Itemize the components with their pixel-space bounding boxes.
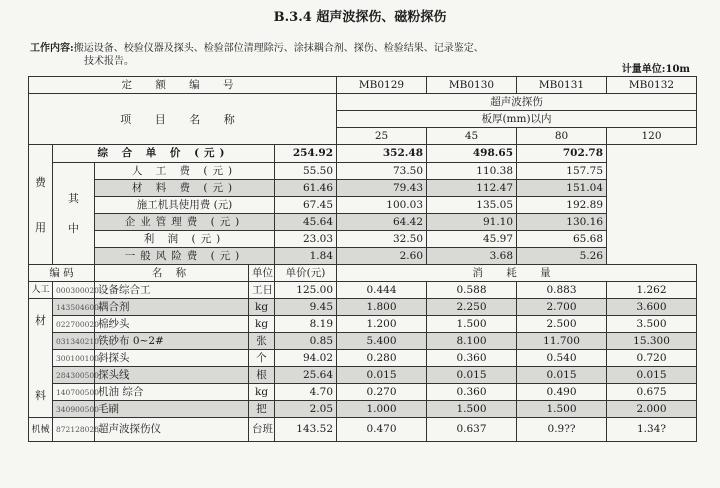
cost-item-value: 61.46 xyxy=(275,180,337,197)
material-name: 铁砂布 0~2# xyxy=(95,333,249,350)
quota-code: MB0130 xyxy=(427,77,517,94)
cost-item-value: 45.64 xyxy=(275,214,337,231)
labor-value: 1.262 xyxy=(607,282,697,299)
cost-sub-label: 其 中 xyxy=(53,163,95,265)
cost-item-value: 64.42 xyxy=(337,214,427,231)
material-name: 斜探头 xyxy=(95,350,249,367)
cost-item-value: 55.50 xyxy=(275,163,337,180)
material-unit: kg xyxy=(249,299,275,316)
material-value: 11.700 xyxy=(517,333,607,350)
material-value: 0.270 xyxy=(337,384,427,401)
unit-header: 单位 xyxy=(249,265,275,282)
material-row xyxy=(29,316,697,333)
total-price-value: 702.78 xyxy=(517,145,607,163)
material-value: 0.540 xyxy=(517,350,607,367)
labor-value: 0.588 xyxy=(427,282,517,299)
material-code: 300100100 xyxy=(53,350,95,367)
cost-item-value: 65.68 xyxy=(517,231,607,248)
name-header: 名 称 xyxy=(95,265,249,282)
material-code: 340900500 xyxy=(53,401,95,418)
cost-item-value: 151.04 xyxy=(517,180,607,197)
material-name: 棉纱头 xyxy=(95,316,249,333)
cost-item-label: 人 工 费 (元) xyxy=(95,163,275,180)
labor-price: 125.00 xyxy=(275,282,337,299)
cost-item-label: 利 润 (元) xyxy=(95,231,275,248)
labor-side-label: 人工 xyxy=(29,282,53,299)
cost-item-row xyxy=(29,180,697,197)
machinery-name: 超声波探伤仪 xyxy=(95,418,249,442)
material-unit: 根 xyxy=(249,367,275,384)
material-code: 031340210 xyxy=(53,333,95,350)
work-content-label: 工作内容: xyxy=(30,43,74,54)
material-row xyxy=(29,299,697,316)
material-price: 94.02 xyxy=(275,350,337,367)
page-title: B.3.4 超声波探伤、磁粉探伤 xyxy=(273,10,447,25)
material-code: 140700500 xyxy=(53,384,95,401)
material-value: 15.300 xyxy=(607,333,697,350)
quota-no-row xyxy=(29,77,697,94)
cost-item-row xyxy=(29,231,697,248)
material-value: 0.360 xyxy=(427,350,517,367)
material-value: 5.400 xyxy=(337,333,427,350)
material-side-label: 材 料 xyxy=(29,299,53,418)
labor-row xyxy=(29,282,697,299)
material-value: 1.500 xyxy=(427,401,517,418)
material-row xyxy=(29,333,697,350)
material-row xyxy=(29,367,697,384)
total-price-value: 498.65 xyxy=(427,145,517,163)
cost-item-value: 5.26 xyxy=(517,248,607,265)
work-content-line1: 搬运设备、校验仪器及探头、检验部位清理除污、涂抹耦合剂、探伤、检验结果、记录鉴定、 xyxy=(73,43,484,54)
material-value: 3.500 xyxy=(607,316,697,333)
thickness-value: 80 xyxy=(517,128,607,145)
machinery-side-label: 机械 xyxy=(29,418,53,442)
material-value: 2.000 xyxy=(607,401,697,418)
material-value: 0.015 xyxy=(337,367,427,384)
cost-item-value: 45.97 xyxy=(427,231,517,248)
price-header: 单价(元) xyxy=(275,265,337,282)
item-name-label: 项 目 名 称 xyxy=(29,94,337,145)
material-price: 8.19 xyxy=(275,316,337,333)
cost-item-value: 1.84 xyxy=(275,248,337,265)
material-value: 1.500 xyxy=(427,316,517,333)
material-unit: 个 xyxy=(249,350,275,367)
thickness-value: 45 xyxy=(427,128,517,145)
labor-value: 0.883 xyxy=(517,282,607,299)
subgroup-label: 板厚(mm)以内 xyxy=(337,111,697,128)
cost-item-value: 192.89 xyxy=(517,197,607,214)
machinery-code: 872128028 xyxy=(53,418,95,442)
material-value: 3.600 xyxy=(607,299,697,316)
machinery-price: 143.52 xyxy=(275,418,337,442)
material-price: 25.64 xyxy=(275,367,337,384)
material-name: 毛刷 xyxy=(95,401,249,418)
material-value: 0.360 xyxy=(427,384,517,401)
group-label: 超声波探伤 xyxy=(337,94,697,111)
cost-item-value: 2.60 xyxy=(337,248,427,265)
material-value: 0.015 xyxy=(607,367,697,384)
labor-name: 设备综合工 xyxy=(95,282,249,299)
cost-item-label: 一般风险费 (元) xyxy=(95,248,275,265)
cost-item-value: 135.05 xyxy=(427,197,517,214)
cost-side-2: 用 xyxy=(35,220,46,234)
cost-item-row xyxy=(29,214,697,231)
material-value: 2.500 xyxy=(517,316,607,333)
material-name: 机油 综合 xyxy=(95,384,249,401)
quota-code: MB0129 xyxy=(337,77,427,94)
cost-item-row xyxy=(29,248,697,265)
cost-item-label: 企业管理费 (元) xyxy=(95,214,275,231)
material-value: 0.675 xyxy=(607,384,697,401)
cost-item-value: 100.03 xyxy=(337,197,427,214)
work-content-line2: 技术报告。 xyxy=(84,56,134,67)
quota-code: MB0131 xyxy=(517,77,607,94)
machinery-unit: 台班 xyxy=(249,418,275,442)
material-price: 9.45 xyxy=(275,299,337,316)
material-name: 探头线 xyxy=(95,367,249,384)
material-value: 1.200 xyxy=(337,316,427,333)
material-row xyxy=(29,401,697,418)
cost-item-value: 32.50 xyxy=(337,231,427,248)
quota-code: MB0132 xyxy=(607,77,697,94)
material-row xyxy=(29,350,697,367)
cost-item-value: 23.03 xyxy=(275,231,337,248)
material-name: 耦合剂 xyxy=(95,299,249,316)
material-value: 0.015 xyxy=(517,367,607,384)
cost-item-label: 施工机具使用费 (元) xyxy=(95,197,275,214)
cost-item-value: 79.43 xyxy=(337,180,427,197)
material-unit: kg xyxy=(249,384,275,401)
material-unit: kg xyxy=(249,316,275,333)
material-price: 4.70 xyxy=(275,384,337,401)
quota-no-label: 定 额 编 号 xyxy=(29,77,337,94)
cost-item-row xyxy=(29,163,697,180)
machinery-value: 0.637 xyxy=(427,418,517,442)
cost-item-value: 73.50 xyxy=(337,163,427,180)
material-value: 0.720 xyxy=(607,350,697,367)
machinery-row xyxy=(29,418,697,442)
material-code: 022700020 xyxy=(53,316,95,333)
material-value: 0.015 xyxy=(427,367,517,384)
quota-table xyxy=(28,76,697,442)
cost-side-label xyxy=(29,145,53,265)
material-value: 1.000 xyxy=(337,401,427,418)
cost-item-value: 112.47 xyxy=(427,180,517,197)
material-value: 1.800 xyxy=(337,299,427,316)
thickness-value: 25 xyxy=(337,128,427,145)
material-value: 1.500 xyxy=(517,401,607,418)
consumption-header: 消 耗 量 xyxy=(337,265,697,282)
labor-code: 000300020 xyxy=(53,282,95,299)
material-value: 0.490 xyxy=(517,384,607,401)
total-price-value: 254.92 xyxy=(275,145,337,163)
code-header: 编 码 xyxy=(29,265,95,282)
material-price: 2.05 xyxy=(275,401,337,418)
cost-item-value: 67.45 xyxy=(275,197,337,214)
cost-item-value: 91.10 xyxy=(427,214,517,231)
total-price-label: 综 合 单 价 (元) xyxy=(53,145,275,163)
material-value: 0.280 xyxy=(337,350,427,367)
machinery-value: 0.9?? xyxy=(517,418,607,442)
machinery-value: 0.470 xyxy=(337,418,427,442)
material-unit: 张 xyxy=(249,333,275,350)
consumption-header-row xyxy=(29,265,697,282)
material-value: 2.700 xyxy=(517,299,607,316)
cost-side-1: 费 xyxy=(35,175,46,189)
material-code: 284300500 xyxy=(53,367,95,384)
labor-value: 0.444 xyxy=(337,282,427,299)
work-content xyxy=(30,42,590,68)
material-unit: 把 xyxy=(249,401,275,418)
material-code: 143504600 xyxy=(53,299,95,316)
machinery-value: 1.34? xyxy=(607,418,697,442)
material-price: 0.85 xyxy=(275,333,337,350)
material-value: 2.250 xyxy=(427,299,517,316)
total-price-value: 352.48 xyxy=(337,145,427,163)
measurement-unit: 计量单位:10m xyxy=(621,64,690,75)
material-row xyxy=(29,384,697,401)
material-value: 8.100 xyxy=(427,333,517,350)
cost-item-value: 3.68 xyxy=(427,248,517,265)
thickness-value: 120 xyxy=(607,128,697,145)
cost-item-row xyxy=(29,197,697,214)
labor-unit: 工日 xyxy=(249,282,275,299)
cost-item-value: 130.16 xyxy=(517,214,607,231)
cost-item-value: 157.75 xyxy=(517,163,607,180)
cost-item-value: 110.38 xyxy=(427,163,517,180)
cost-item-label: 材 料 费 (元) xyxy=(95,180,275,197)
